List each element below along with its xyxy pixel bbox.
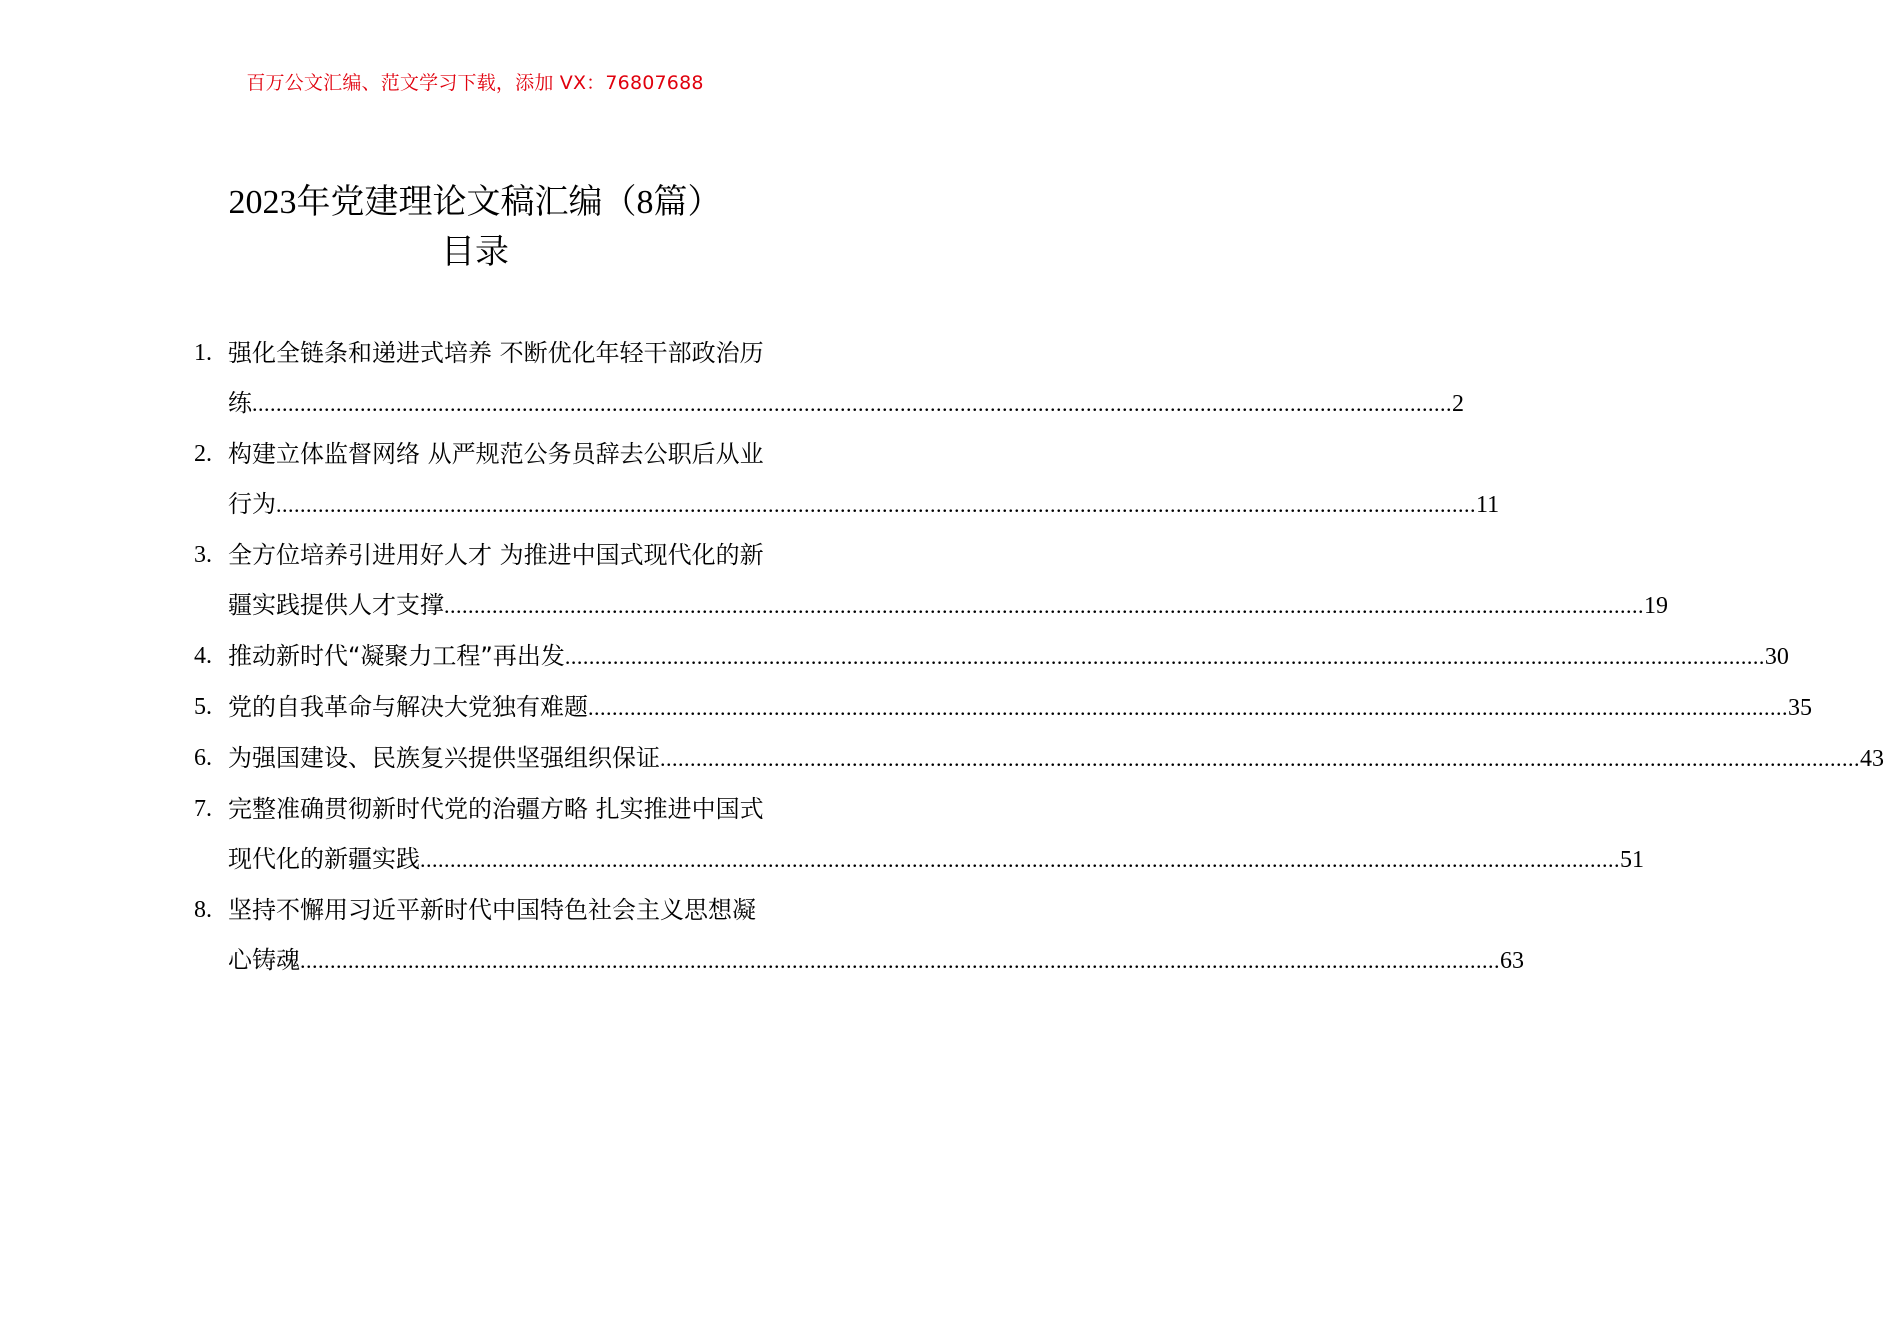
toc-number: 2.	[194, 441, 212, 467]
toc-title-end: 疆实践提供人才支撑	[228, 591, 444, 619]
toc-number: 8.	[194, 897, 212, 923]
title-year: 2023	[228, 184, 297, 221]
toc-leader-dots: ........................................................................................................................................................................................................	[420, 847, 1620, 872]
toc-leader-dots: ........................................................................................................................................................................................................	[588, 695, 1788, 720]
toc-number: 6.	[194, 745, 212, 771]
toc-page-number: 63	[1500, 948, 1524, 974]
table-of-contents	[194, 328, 1884, 986]
toc-entry-4[interactable]	[194, 631, 1789, 682]
toc-page-number: 30	[1764, 644, 1789, 670]
toc-number: 4.	[194, 643, 212, 669]
toc-title-end: 为强国建设、民族复兴提供坚强组织保证	[228, 744, 660, 772]
toc-entry-2[interactable]	[194, 429, 1500, 530]
document-title	[0, 180, 950, 225]
toc-number: 1.	[194, 340, 212, 366]
toc-entry-3[interactable]	[194, 530, 1668, 631]
title-text: 年党建理论文稿汇编（	[296, 182, 637, 222]
header-note: 百万公文汇编、范文学习下载，添加 VX：76807688	[246, 72, 704, 94]
title-suffix: 篇）	[653, 182, 722, 222]
toc-title-line: 构建立体监督网络 从严规范公务员辞去公职后从业	[228, 440, 764, 468]
toc-leader-dots: ........................................................................................................................................................................................................	[276, 492, 1476, 517]
toc-entry-7[interactable]	[194, 784, 1644, 885]
toc-title-end: 现代化的新疆实践	[228, 845, 420, 873]
toc-number: 5.	[194, 694, 212, 720]
toc-entry-8[interactable]	[194, 885, 1524, 986]
toc-page-number: 19	[1644, 593, 1668, 619]
toc-entry-5[interactable]	[194, 682, 1812, 733]
toc-page-number: 35	[1788, 695, 1812, 721]
toc-number: 3.	[194, 542, 212, 568]
toc-leader-dots: ........................................................................................................................................................................................................	[444, 593, 1644, 618]
toc-leader-dots: ........................................................................................................................................................................................................	[300, 948, 1500, 973]
toc-title-line: 完整准确贯彻新时代党的治疆方略 扎实推进中国式	[228, 795, 764, 823]
toc-title-end: 行为	[228, 490, 276, 518]
toc-leader-dots: ........................................................................................................................................................................................................	[564, 644, 1765, 669]
toc-entry-6[interactable]	[194, 733, 1884, 784]
toc-page-number: 2	[1452, 391, 1464, 417]
toc-title-line: 坚持不懈用习近平新时代中国特色社会主义思想凝	[228, 896, 756, 924]
title-count: 8	[636, 184, 654, 221]
toc-page-number: 51	[1620, 847, 1644, 873]
toc-entry-1[interactable]	[194, 328, 1464, 429]
toc-page-number: 43	[1860, 746, 1884, 772]
toc-title-line: 全方位培养引进用好人才 为推进中国式现代化的新	[228, 541, 764, 569]
toc-title-end: 党的自我革命与解决大党独有难题	[228, 693, 588, 721]
toc-number: 7.	[194, 796, 212, 822]
toc-heading: 目录	[441, 232, 509, 272]
toc-title-end: 心铸魂	[228, 946, 300, 974]
toc-title-end: 练	[228, 389, 252, 417]
toc-leader-dots: ........................................................................................................................................................................................................	[252, 391, 1452, 416]
toc-page-number: 11	[1476, 492, 1500, 518]
toc-title-end: 推动新时代“凝聚力工程”再出发	[228, 642, 565, 670]
toc-title-line: 强化全链条和递进式培养 不断优化年轻干部政治历	[228, 339, 764, 367]
toc-leader-dots: ........................................................................................................................................................................................................	[660, 746, 1860, 771]
